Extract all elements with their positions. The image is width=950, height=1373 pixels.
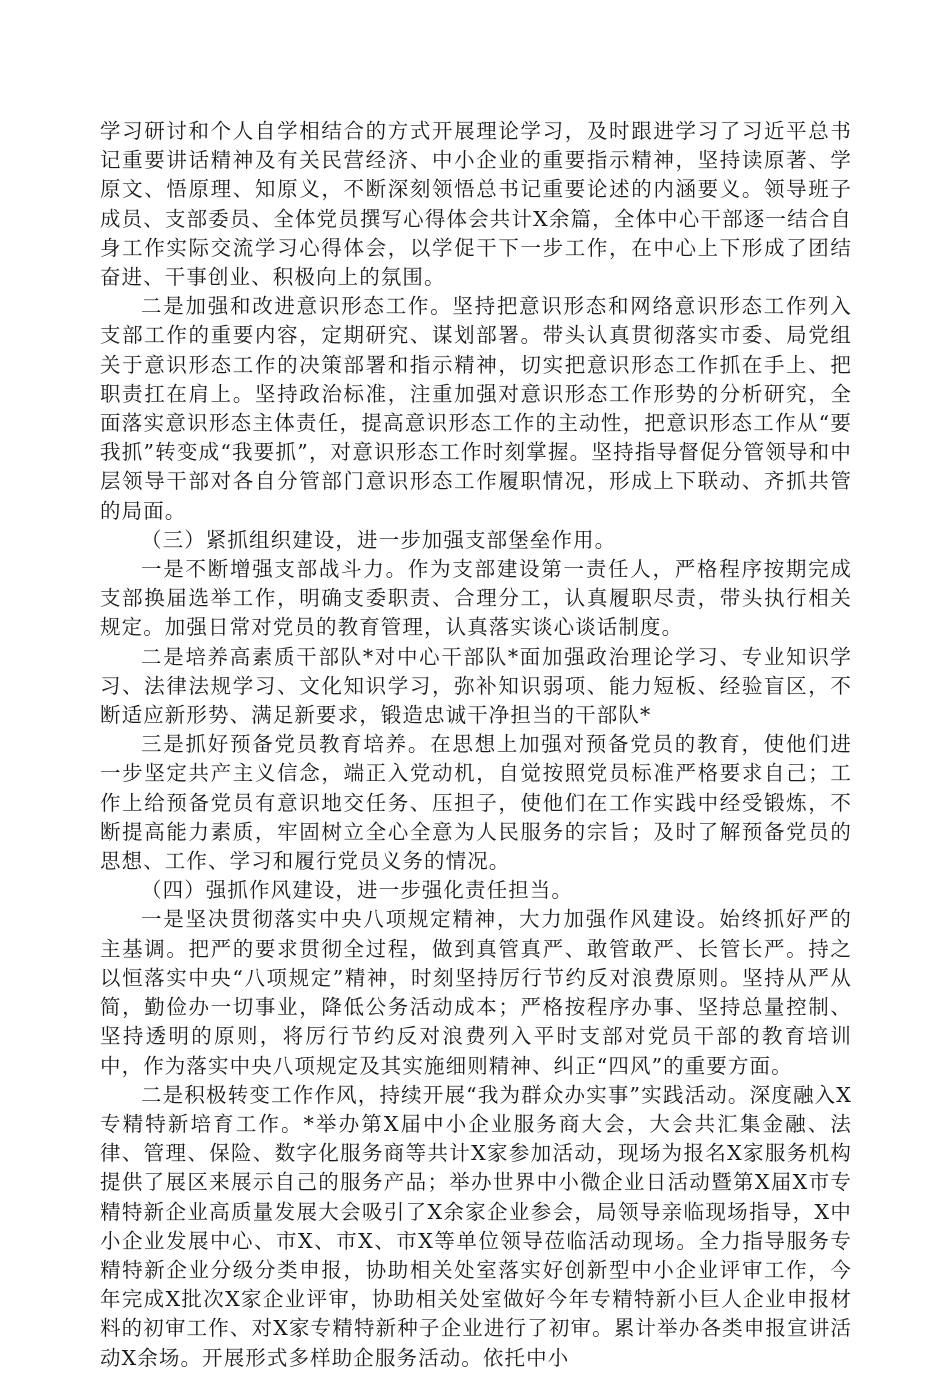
paragraph-eight-point-rules: 一是坚决贯彻落实中央八项规定精神，大力加强作风建设。始终抓好严的主基调。把严的要求贯彻全过程，做到真管真严、敢管敢严、长管长严。持之以恒落实中央“八项规定”精神，时刻坚持厉行节约反对浪费原则。坚持从严从简，勤俭办一切事业，降低公务活动成本；严格按程序办事、坚持总量控制、坚持透明的原则，将厉行节约反对浪费列入平时支部对党员干部的教育培训中，作为落实中央八项规定及其实施细则精神、纠正“四风”的重要方面。 bbox=[100, 907, 852, 1078]
paragraph-branch-strength: 一是不断增强支部战斗力。作为支部建设第一责任人，严格程序按期完成支部换届选举工作，明确支委职责、合理分工，认真履职尽责，带头执行相关规定。加强日常对党员的教育管理，认真落实谈心谈话制度。 bbox=[100, 557, 852, 640]
paragraph-probationary-members: 三是抓好预备党员教育培养。在思想上加强对预备党员的教育，使他们进一步坚定共产主义信念，端正入党动机，自觉按照党员标准严格要求自己；工作上给预备党员有意识地交任务、压担子，使他们在工作实践中经受锻炼，不断提高能力素质，牢固树立全心全意为人民服务的宗旨；及时了解预备党员的思想、工作、学习和履行党员义务的情况。 bbox=[100, 732, 852, 874]
paragraph-ideology-work: 二是加强和改进意识形态工作。坚持把意识形态和网络意识形态工作列入支部工作的重要内容，定期研究、谋划部署。带头认真贯彻落实市委、局党组关于意识形态工作的决策部署和指示精神，切实把意识形态工作抓在手上、把职责扛在肩上。坚持政治标准，注重加强对意识形态工作形势的分析研究，全面落实意识形态主体责任，提高意识形态工作的主动性，把意识形态工作从“要我抓”转变成“我要抓”，对意识形态工作时刻掌握。坚持指导督促分管领导和中层领导干部对各自分管部门意识形态工作履职情况，形成上下联动、齐抓共管的局面。 bbox=[100, 294, 852, 523]
section-heading-work-style: （四）强抓作风建设，进一步强化责任担当。 bbox=[141, 878, 573, 903]
document-page bbox=[100, 117, 852, 1373]
paragraph-cadre-training: 二是培养高素质干部队*对中心干部队*面加强政治理论学习、专业知识学习、法律法规学习、文化知识学习，弥补知识弱项、能力短板、经验盲区，不断适应新形势、满足新要求，锻造忠诚干净担当的干部队* bbox=[100, 644, 852, 728]
paragraph-theory-study-continued: 学习研讨和个人自学相结合的方式开展理论学习，及时跟进学习了习近平总书记重要讲话精神及有关民营经济、中小企业的重要指示精神，坚持读原著、学原文、悟原理、知原义，不断深刻领悟总书记重要论述的内涵要义。领导班子成员、支部委员、全体党员撰写心得体会共计X余篇，全体中心干部逐一结合自身工作实际交流学习心得体会，以学促干下一步工作，在中心上下形成了团结奋进、干事创业、积极向上的氛围。 bbox=[100, 119, 852, 290]
paragraph-service-activities: 二是积极转变工作作风，持续开展“我为群众办实事”实践活动。深度融入X专精特新培育工作。*举办第X届中小企业服务商大会，大会共汇集金融、法律、管理、保险、数字化服务商等共计X家参加活动，现场为报名X家服务机构提供了展区来展示自己的服务产品；举办世界中小微企业日活动暨第X届X市专精特新企业高质量发展大会吸引了X余家企业参会，局领导亲临现场指导，X中小企业发展中心、市X、市X、市X等单位领导莅临活动现场。全力指导服务专精特新企业分级分类申报，协助相关处室落实好创新型中小企业评审工作，今年完成X批次X家企业评审，协助相关处室做好今年专精特新小巨人企业申报材料的初审工作、对X家专精特新种子企业进行了初审。累计举办各类申报宣讲活动X余场。开展形式多样助企服务活动。依托中小 bbox=[100, 1082, 852, 1370]
section-heading-organization: （三）紧抓组织建设，进一步加强支部堡垒作用。 bbox=[141, 527, 617, 552]
